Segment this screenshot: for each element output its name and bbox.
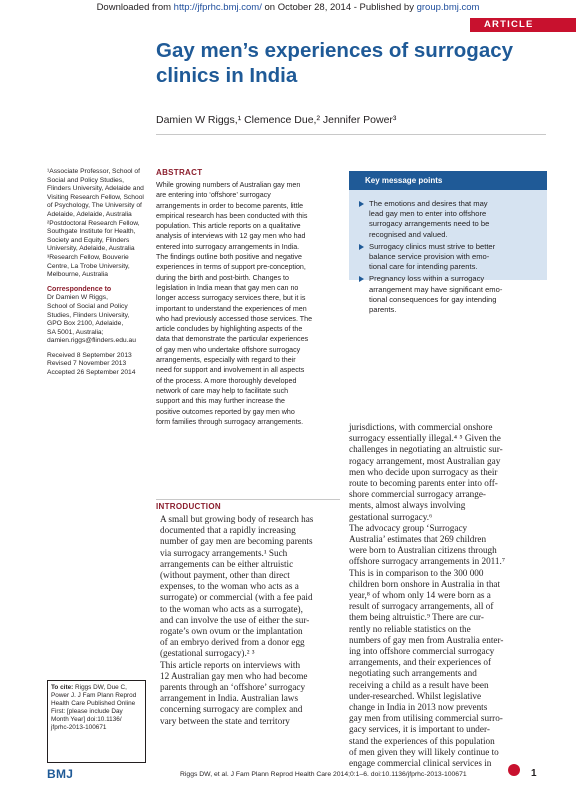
revised-date: Revised 7 November 2013: [47, 360, 127, 368]
body-line: This is in comparison to the 300 000: [349, 567, 484, 578]
key-message-line: balance service provision with emo-: [369, 252, 490, 262]
key-message-line: recognised and valued.: [369, 229, 448, 239]
author-list: Damien W Riggs,¹ Clemence Due,² Jennifer Power³: [156, 114, 397, 126]
body-line: under-researched. Whilst legislative: [349, 690, 482, 701]
body-line: and can involve the use of either the sur-: [160, 614, 310, 625]
cite-box: [47, 680, 146, 763]
affiliation-line: University, Adelaide, Australia: [47, 245, 135, 253]
body-line: challenges in negotiating an altruistic sur-: [349, 444, 503, 455]
abstract-line: of the process. A more thoroughly developed: [156, 376, 297, 385]
abstract-line: empirical research has been conducted with this: [156, 211, 308, 220]
article-title: [156, 38, 536, 88]
body-line: shore commercial surrogacy arrange-: [349, 489, 486, 500]
body-line: offshore surrogacy arrangements in 2011.⁷: [349, 556, 506, 567]
abstract-line: are entering into ‘offshore’ surrogacy: [156, 191, 271, 200]
body-column-left: [160, 514, 340, 727]
body-line: them being altruistic.⁹ There are cur-: [349, 612, 484, 623]
affiliation-line: Flinders University, Adelaide and: [47, 185, 144, 193]
page-number: 1: [531, 768, 537, 779]
correspondence-line: Dr Damien W Riggs,: [47, 294, 108, 302]
body-line: were born to Australian citizens through: [349, 545, 497, 556]
affiliation-line: Centre, La Trobe University,: [47, 262, 130, 270]
body-line: ing into offshore commercial surrogacy: [349, 646, 495, 657]
abstract-line: The findings outline both positive and negative: [156, 253, 302, 262]
body-line: stand the experiences of this population: [349, 735, 495, 746]
body-line: rogate’s own ovum or the implantation: [160, 626, 303, 637]
cite-line: Month Year] doi:10.1136/: [51, 716, 122, 724]
abstract-body: [156, 180, 340, 427]
abstract-line: arrangements in order to become parents, little: [156, 201, 304, 210]
cite-line: Health Care Published Online: [51, 700, 136, 708]
body-line: negotiating such arrangements and: [349, 668, 477, 679]
publisher-link[interactable]: group.bmj.com: [416, 2, 480, 13]
abstract-line: entered into surrogacy arrangements in India.: [156, 242, 300, 251]
body-line: ments, almost always involving: [349, 500, 466, 511]
body-column-right: [349, 422, 547, 769]
intro-divider: [156, 499, 340, 500]
key-message-item: [359, 274, 543, 315]
key-message-item: [359, 199, 543, 240]
body-line: arrangements can be either altruistic: [160, 558, 294, 569]
body-line: Australia’ estimates that 269 children: [349, 534, 487, 545]
correspondence-email[interactable]: damien.riggs@flinders.edu.au: [47, 337, 136, 345]
key-message-line: Pregnancy loss within a surrogacy: [369, 274, 485, 284]
affiliation-line: Society and Equity, Flinders: [47, 236, 130, 244]
body-line: result of surrogacy arrangements, all of: [349, 601, 494, 612]
body-line: The advocacy group ‘Surrogacy: [349, 522, 468, 533]
bmj-logo: BMJ: [47, 767, 74, 781]
body-line: of men given they will likely continue to: [349, 746, 499, 757]
body-line: route to becoming parents enter into off-: [349, 478, 498, 489]
correspondence-line: School of Social and Policy: [47, 302, 128, 310]
body-line: receiving a child as a result have been: [349, 679, 489, 690]
triangle-bullet-icon: [359, 201, 364, 207]
download-middle: on October 28, 2014 - Published by: [261, 2, 417, 13]
key-messages-list: [359, 199, 543, 317]
body-line: change in India in 2013 now prevents: [349, 702, 488, 713]
abstract-line: analysis of interviews with 12 gay men who had: [156, 232, 306, 241]
download-prefix: Downloaded from: [96, 2, 174, 13]
affiliation-line: Melbourne, Australia: [47, 271, 108, 279]
body-line: arrangement in India. Australian laws: [160, 693, 299, 704]
key-message-line: surrogacy arrangements need to be: [369, 219, 490, 229]
abstract-line: article concludes by highlighting aspects of the: [156, 325, 303, 334]
affiliation-line: Visiting Research Fellow, School: [47, 193, 144, 201]
abstract-line: arrangements, especially with regard to their: [156, 356, 296, 365]
body-line: concerning surrogacy are complex and: [160, 704, 303, 715]
affiliation-line: Adelaide, Adelaide, Australia: [47, 210, 132, 218]
body-line: 12 Australian gay men who had become: [160, 670, 308, 681]
body-line: A small but growing body of research has: [160, 514, 314, 524]
introduction-heading: INTRODUCTION: [156, 502, 221, 511]
key-messages-heading: Key message points: [349, 171, 547, 190]
body-line: surrogate) or commercial (with a fee paid: [160, 592, 313, 603]
abstract-line: of gay men who undertake offshore surrogacy: [156, 345, 301, 354]
key-message-line: Surrogacy clinics must strive to better: [369, 241, 496, 251]
triangle-bullet-icon: [359, 244, 364, 250]
body-line: vary between the state and territory: [160, 715, 290, 726]
download-line: [0, 2, 576, 13]
affiliation-line: Social and Policy Studies,: [47, 176, 124, 184]
abstract-line: during the birth and post-birth. Changes to: [156, 273, 289, 282]
cite-line: jfprhc-2013-100671: [51, 724, 107, 732]
body-line: (without payment, other than direct: [160, 570, 290, 581]
footer-citation: Riggs DW, et al. J Fam Plann Reprod Health Care 2014;0:1–6. doi:10.1136/jfprhc-2013-100671: [180, 771, 467, 778]
key-message-line: lead gay men to enter into offshore: [369, 209, 487, 219]
affiliation-line: ³Research Fellow, Bouverie: [47, 253, 129, 261]
body-line: of an embryo derived from a donor egg: [160, 637, 305, 648]
body-line: rently no reliable statistics on the: [349, 623, 471, 634]
received-date: Received 8 September 2013: [47, 351, 132, 359]
body-line: documented that a rapidly increasing: [160, 525, 296, 536]
body-line: rogacy arrangement, most Australian gay: [349, 455, 501, 466]
affiliation-line: Southgate Institute for Health,: [47, 228, 136, 236]
abstract-line: While growing numbers of Australian gay men: [156, 181, 301, 189]
affiliation-line: ¹Associate Professor, School of: [47, 168, 140, 175]
body-line: surrogacy essentially illegal.⁴ ⁵ Given the: [349, 433, 501, 444]
body-line: gacy services, it is important to under-: [349, 724, 490, 735]
body-line: parents through an ‘offshore’ surrogacy: [160, 682, 306, 693]
body-line: via surrogacy arrangements.¹ Such: [160, 547, 288, 558]
correspondence-line: GPO Box 2100, Adelaide,: [47, 320, 124, 328]
cite-label: To cite:: [51, 684, 74, 691]
crossmark-icon[interactable]: [508, 764, 520, 776]
abstract-line: form families through surrogacy arrangements.: [156, 417, 304, 426]
body-line: This article reports on interviews with: [160, 659, 301, 670]
body-line: gestational surrogacy.⁶: [349, 511, 433, 522]
affiliation-line: ²Postdoctoral Research Fellow,: [47, 219, 140, 227]
abstract-heading: ABSTRACT: [156, 168, 203, 177]
key-message-line: tional consequences for gay intending: [369, 294, 497, 304]
correspondence-line: SA 5001, Australia;: [47, 328, 104, 336]
key-message-line: tional care for intending parents.: [369, 262, 478, 272]
journal-url-link[interactable]: http://jfprhc.bmj.com/: [173, 2, 262, 13]
body-line: numbers of gay men from Australia enter-: [349, 634, 504, 645]
header-divider: [156, 134, 546, 135]
key-message-line: arrangement may have significant emo-: [369, 284, 503, 294]
abstract-line: who had previously accessed those services. The: [156, 314, 313, 323]
body-line: children born onshore in Australia in that: [349, 578, 501, 589]
title-line: clinics in India: [156, 64, 298, 87]
abstract-line: support and this may further increase the: [156, 397, 285, 406]
abstract-line: population. This article reports on a qualitative: [156, 222, 301, 231]
key-message-line: parents.: [369, 305, 397, 315]
body-line: to the woman who acts as a surrogate),: [160, 603, 303, 614]
cite-line: First: [please include Day: [51, 708, 123, 716]
body-line: year,⁸ of whom only 14 were born as a: [349, 590, 491, 601]
key-message-item: [359, 242, 543, 273]
section-label: ARTICLE: [470, 18, 576, 32]
cite-line: Power J. J Fam Plann Reprod: [51, 692, 137, 700]
body-line: number of gay men are becoming parents: [160, 536, 313, 547]
abstract-line: longer access surrogacy services there, but it is: [156, 294, 306, 303]
body-line: (gestational surrogacy).² ³: [160, 648, 255, 659]
triangle-bullet-icon: [359, 276, 364, 282]
body-line: expenses, to the woman who acts as a: [160, 581, 299, 592]
body-line: gay men from utilising commercial surro-: [349, 713, 503, 724]
key-message-line: The emotions and desires that may: [369, 199, 488, 208]
body-line: engage commercial clinical services in: [349, 758, 492, 769]
cite-line: Riggs DW, Due C,: [75, 684, 127, 691]
abstract-line: need for support and involvement in all aspects: [156, 366, 305, 375]
abstract-line: network of care may help to facilitate such: [156, 386, 289, 395]
body-line: arrangements, and their experiences of: [349, 657, 492, 668]
abstract-line: important to understand the experiences of men: [156, 304, 307, 313]
abstract-line: experiences in terms of support pre-conception,: [156, 263, 306, 272]
body-line: men who decide upon surrogacy as their: [349, 466, 498, 477]
body-line: jurisdictions, with commercial onshore: [349, 422, 493, 432]
title-line: Gay men’s experiences of surrogacy: [156, 39, 514, 62]
correspondence-line: Studies, Flinders University,: [47, 311, 130, 319]
affiliation-line: of Psychology, The University of: [47, 202, 142, 210]
accepted-date: Accepted 26 September 2014: [47, 369, 136, 377]
abstract-line: positive outcomes reported by gay men who: [156, 407, 295, 416]
affiliations: [47, 168, 147, 378]
abstract-line: data that demonstrate the particular experiences: [156, 335, 309, 344]
abstract-line: legislation in India mean that gay men can no: [156, 283, 299, 292]
correspondence-heading: Correspondence to: [47, 285, 112, 293]
